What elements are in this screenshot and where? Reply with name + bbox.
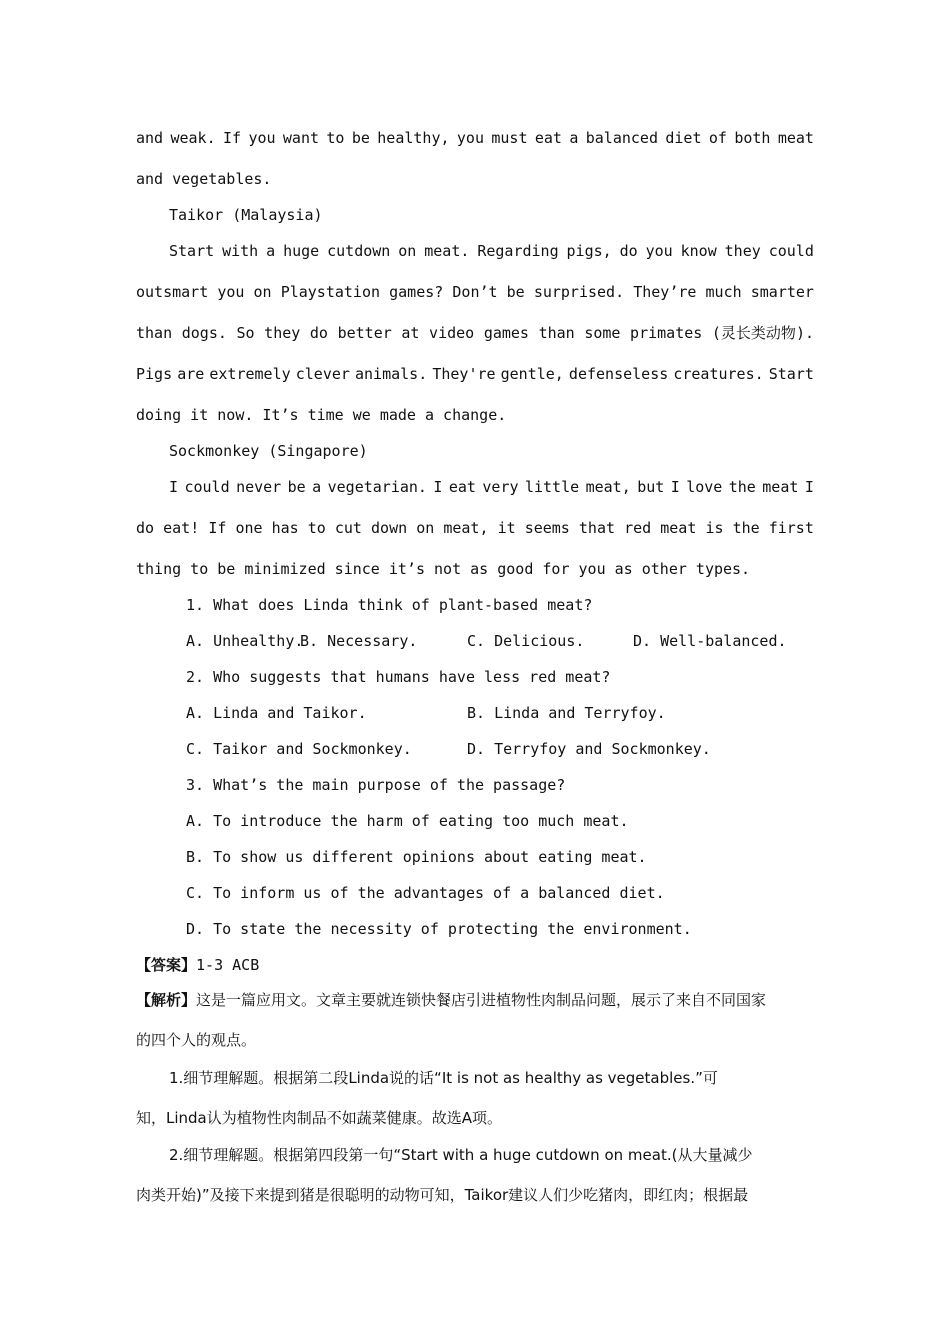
option-a: A. Unhealthy.	[186, 632, 304, 650]
word: They’re	[633, 283, 697, 301]
word: that	[578, 519, 616, 537]
passage-line	[136, 323, 814, 343]
option-d: D. Terryfoy and Sockmonkey.	[467, 740, 711, 758]
word: do	[619, 242, 638, 260]
word: They're	[432, 365, 496, 383]
analysis-text: 这是一篇应用文。文章主要就连锁快餐店引进植物性肉制品问题，展示了来自不同国家	[196, 991, 767, 1009]
word: be	[287, 478, 306, 496]
word: Playstation	[280, 283, 381, 301]
option-c: C. Delicious.	[467, 632, 585, 650]
word: little	[524, 478, 580, 496]
word: are	[177, 365, 205, 383]
passage-line: thing to be minimized since it’s not as good for you as other types.	[136, 560, 751, 578]
word: clever	[295, 365, 350, 383]
word: outsmart	[136, 283, 209, 301]
word: a	[569, 129, 579, 147]
word: never	[236, 478, 282, 496]
word: cut	[334, 519, 362, 537]
explanation-line: 1.细节理解题。根据第二段Linda说的话“It is not as healthy as vegetables.”可	[169, 1069, 718, 1087]
word: gentle,	[500, 365, 564, 383]
word: meat,	[443, 519, 489, 537]
word: could	[184, 478, 230, 496]
analysis-line	[136, 990, 766, 1010]
word: very	[482, 478, 519, 496]
word: do	[136, 519, 155, 537]
word: down	[371, 519, 408, 537]
analysis-line: 的四个人的观点。	[136, 1031, 257, 1049]
option-d: D. Well-balanced.	[633, 632, 787, 650]
word: eat	[448, 478, 476, 496]
option-b: B. Linda and Terryfoy.	[467, 704, 666, 722]
question-stem: 1. What does Linda think of plant-based meat?	[186, 596, 593, 614]
word: I	[670, 478, 680, 496]
word: with	[222, 242, 259, 260]
speaker-name-sockmonkey: Sockmonkey (Singapore)	[169, 442, 368, 460]
options-row	[186, 703, 806, 723]
word: want	[282, 129, 320, 147]
word: you	[645, 242, 673, 260]
word: eat	[534, 129, 562, 147]
word: (灵长类动物).	[711, 324, 814, 342]
word: do	[309, 324, 328, 342]
word: at	[401, 324, 420, 342]
passage-line	[136, 282, 814, 302]
word: healthy,	[377, 129, 450, 147]
option-b: B. To show us different opinions about eating meat.	[186, 848, 647, 866]
word: diet	[665, 129, 702, 147]
word: red	[624, 519, 652, 537]
word: defenseless	[568, 365, 669, 383]
passage-line	[169, 477, 814, 497]
word: eat!	[163, 519, 200, 537]
word: cutdown	[327, 242, 391, 260]
word: meat.	[424, 242, 470, 260]
word: but	[637, 478, 665, 496]
word: you	[248, 129, 276, 147]
word: smarter	[750, 283, 814, 301]
word: huge	[283, 242, 320, 260]
passage-line	[136, 128, 814, 148]
word: vegetarian.	[327, 478, 427, 496]
word: on	[398, 242, 417, 260]
option-a: A. Linda and Taikor.	[186, 704, 367, 722]
answer-line	[136, 955, 259, 975]
word: they	[264, 324, 301, 342]
word: video	[429, 324, 475, 342]
answer-value: 1-3 ACB	[196, 956, 260, 974]
option-d: D. To state the necessity of protecting the environment.	[186, 920, 692, 938]
word: Start	[169, 242, 215, 260]
passage-line	[169, 241, 814, 261]
option-a: A. To introduce the harm of eating too much meat.	[186, 812, 629, 830]
word: better	[337, 324, 392, 342]
word: a	[312, 478, 322, 496]
word: know	[680, 242, 717, 260]
word: balanced	[585, 129, 658, 147]
passage-line: doing it now. It’s time we made a change.	[136, 406, 507, 424]
word: creatures.	[673, 365, 764, 383]
word: must	[491, 129, 528, 147]
word: of	[708, 129, 727, 147]
word: to	[326, 129, 345, 147]
question-stem: 2. Who suggests that humans have less red meat?	[186, 668, 611, 686]
word: and	[136, 129, 164, 147]
word: extremely	[209, 365, 291, 383]
word: Start	[768, 365, 814, 383]
explanation-line: 知，Linda认为植物性肉制品不如蔬菜健康。故选A项。	[136, 1109, 503, 1127]
word: games?	[389, 283, 444, 301]
word: So	[236, 324, 255, 342]
word: animals.	[355, 365, 428, 383]
word: meat,	[585, 478, 631, 496]
speaker-name-taikor: Taikor (Malaysia)	[169, 206, 323, 224]
word: to	[307, 519, 326, 537]
word: the	[732, 519, 760, 537]
word: games	[483, 324, 529, 342]
answer-label: 【答案】	[136, 956, 197, 974]
explanation-line: 2.细节理解题。根据第四段第一句“Start with a huge cutdown on meat.(从大量减少	[169, 1146, 753, 1164]
analysis-label: 【解析】	[136, 991, 197, 1009]
word: weak.	[170, 129, 216, 147]
options-row	[186, 631, 806, 651]
word: primates	[630, 324, 703, 342]
word: Regarding	[477, 242, 559, 260]
word: Don’t	[452, 283, 498, 301]
word: could	[768, 242, 814, 260]
word: If	[223, 129, 242, 147]
word: has	[271, 519, 299, 537]
option-b: B. Necessary.	[300, 632, 418, 650]
passage-line	[136, 518, 814, 538]
word: love	[686, 478, 723, 496]
word: on	[416, 519, 435, 537]
word: meat	[777, 129, 814, 147]
word: both	[734, 129, 771, 147]
word: is	[705, 519, 724, 537]
word: meat	[762, 478, 799, 496]
word: it	[497, 519, 516, 537]
word: they	[724, 242, 761, 260]
option-c: C. To inform us of the advantages of a balanced diet.	[186, 884, 665, 902]
word: I	[169, 478, 179, 496]
word: be	[506, 283, 525, 301]
passage-line: and vegetables.	[136, 170, 272, 188]
word: Pigs	[136, 365, 173, 383]
word: pigs,	[566, 242, 612, 260]
word: some	[584, 324, 621, 342]
word: the	[728, 478, 756, 496]
options-row	[186, 739, 806, 759]
word: surprised.	[533, 283, 625, 301]
explanation-line: 肉类开始)”及接下来提到猪是很聪明的动物可知，Taikor建议人们少吃猪肉，即红肉；根据最	[136, 1186, 749, 1204]
word: If	[208, 519, 227, 537]
word: on	[253, 283, 272, 301]
word: meat	[660, 519, 697, 537]
word: a	[266, 242, 276, 260]
word: be	[351, 129, 370, 147]
word: than	[538, 324, 575, 342]
word: I	[804, 478, 814, 496]
word: seems	[524, 519, 570, 537]
question-stem: 3. What’s the main purpose of the passage?	[186, 776, 566, 794]
option-c: C. Taikor and Sockmonkey.	[186, 740, 412, 758]
word: you	[456, 129, 484, 147]
passage-line	[136, 364, 814, 384]
word: dogs.	[181, 324, 227, 342]
word: first	[768, 519, 814, 537]
word: you	[217, 283, 245, 301]
word: one	[235, 519, 263, 537]
word: than	[136, 324, 173, 342]
word: I	[433, 478, 443, 496]
word: much	[705, 283, 742, 301]
